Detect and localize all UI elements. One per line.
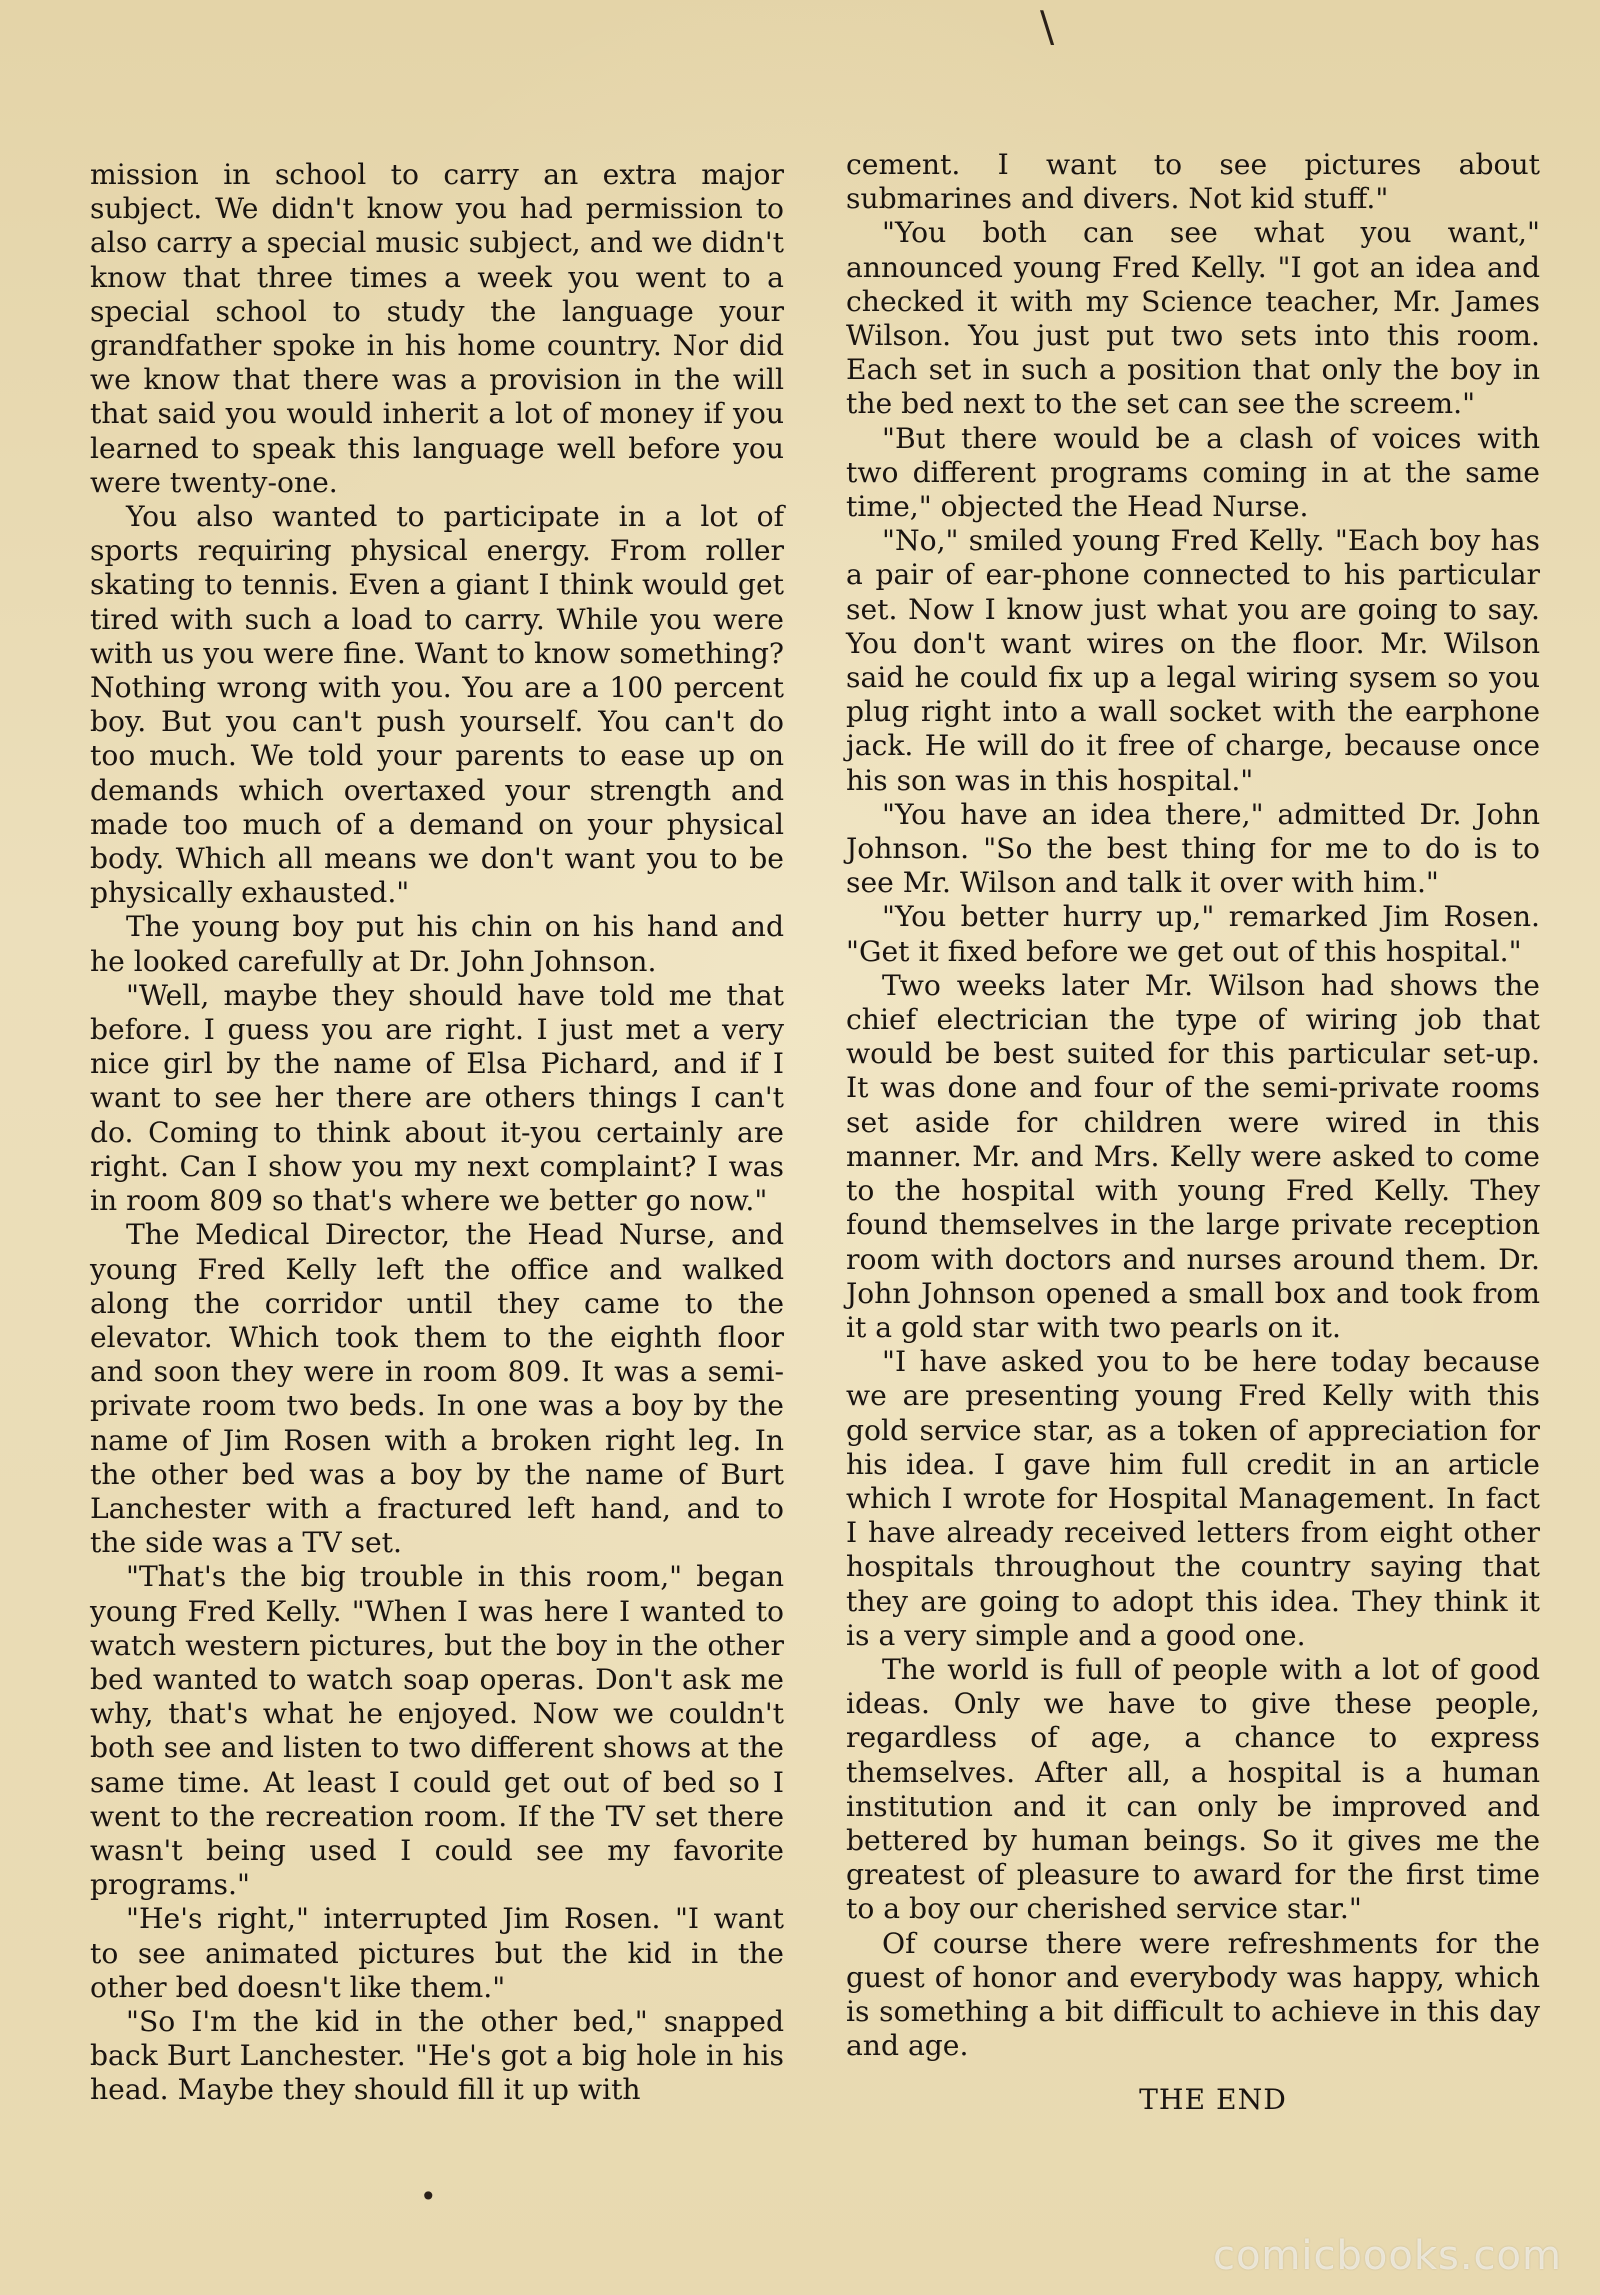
paragraph: The young boy put his chin on his hand and he looked carefully at Dr. John Johnson. bbox=[90, 910, 784, 978]
paragraph: You also wanted to participate in a lot of sports requiring physical energy. From roller skating to tennis. Even a giant I think would get tired with such a load to carry. While you were with us you were fine. Want to know something? Nothing wrong with you. You are a 100 percent boy. But you can't push yourself. You can't do too much. We told your parents to ease up on demands which overtaxed your strength and made too much of a demand on your physical body. Which all means we don't want you to be physically exhausted." bbox=[90, 500, 784, 910]
paragraph: "But there would be a clash of voices with two different programs coming in at the same time," objected the Head Nurse. bbox=[846, 421, 1540, 524]
paragraph: The world is full of people with a lot of good ideas. Only we have to give these people, regardless of age, a chance to express themselves. After all, a hospital is a human institution and it can only be improved and bettered by human beings. So it gives me the greatest of pleasure to award for the first time to a boy our cherished service star." bbox=[846, 1652, 1540, 1926]
left-column bbox=[90, 158, 784, 2108]
paragraph: "You both can see what you want," announced young Fred Kelly. "I got an idea and checked it with my Science teacher, Mr. James Wilson. You just put two sets into this room. Each set in such a position that only the boy in the bed next to the set can see the screem." bbox=[846, 216, 1540, 421]
paragraph: "Well, maybe they should have told me that before. I guess you are right. I just met a very nice girl by the name of Elsa Pichard, and if I want to see her there are others things I can't do. Coming to think about it-you certainly are right. Can I show you my next complaint? I was in room 809 so that's where we better go now." bbox=[90, 978, 784, 1218]
paragraph: Of course there were refreshments for the guest of honor and everybody was happy, which is something a bit difficult to achieve in this day and age. bbox=[846, 1926, 1540, 2063]
paragraph: "So I'm the kid in the other bed," snapped back Burt Lanchester. "He's got a big hole in his head. Maybe they should fill it up with bbox=[90, 2004, 784, 2107]
paragraph: "I have asked you to be here today because we are presenting young Fred Kelly with this gold service star, as a token of appreciation for his idea. I gave him full credit in an article which I wrote for Hospital Management. In fact I have already received letters from eight other hospitals throughout the country saying that they are going to adopt this idea. They think it is a very simple and a good one. bbox=[846, 1345, 1540, 1652]
paragraph: cement. I want to see pictures about submarines and divers. Not kid stuff." bbox=[846, 148, 1540, 216]
right-column bbox=[846, 148, 1540, 2118]
paragraph: Two weeks later Mr. Wilson had shows the chief electrician the type of wiring job that would be best suited for this particular set-up. It was done and four of the semi-private rooms set aside for children were wired in this manner. Mr. and Mrs. Kelly were asked to come to the hospital with young Fred Kelly. They found themselves in the large private reception room with doctors and nurses around them. Dr. John Johnson opened a small box and took from it a gold star with two pearls on it. bbox=[846, 968, 1540, 1344]
paragraph: "You have an idea there," admitted Dr. John Johnson. "So the best thing for me to do is to see Mr. Wilson and talk it over with him." bbox=[846, 797, 1540, 900]
the-end-label: THE END bbox=[1139, 2083, 1287, 2117]
paragraph: The Medical Director, the Head Nurse, and young Fred Kelly left the office and walked along the corridor until they came to the elevator. Which took them to the eighth floor and soon they were in room 809. It was a semi-private room two beds. In one was a boy by the name of Jim Rosen with a broken right leg. In the other bed was a boy by the name of Burt Lanchester with a fractured left hand, and to the side was a TV set. bbox=[90, 1218, 784, 1560]
paragraph: "No," smiled young Fred Kelly. "Each boy has a pair of ear-phone connected to his particular set. Now I know just what you are going to say. You don't want wires on the floor. Mr. Wilson said he could fix up a legal wiring sysem so you plug right into a wall socket with the earphone jack. He will do it free of charge, because once his son was in this hospital." bbox=[846, 524, 1540, 797]
paragraph: mission in school to carry an extra major subject. We didn't know you had permission to also carry a special music subject, and we didn't know that three times a week you went to a special school to study the language your grandfather spoke in his home country. Nor did we know that there was a provision in the will that said you would inherit a lot of money if you learned to speak this language well before you were twenty-one. bbox=[90, 158, 784, 499]
watermark: comicbooks.com bbox=[1212, 2233, 1562, 2279]
corner-mark: \ bbox=[1040, 2, 1055, 51]
paragraph: "You better hurry up," remarked Jim Rosen. "Get it fixed before we get out of this hospital." bbox=[846, 900, 1540, 968]
bottom-dot: • bbox=[420, 2180, 437, 2213]
paragraph: "That's the big trouble in this room," began young Fred Kelly. "When I was here I wanted to watch western pictures, but the boy in the other bed wanted to watch soap operas. Don't ask me why, that's what he enjoyed. Now we couldn't both see and listen to two different shows at the same time. At least I could get out of bed so I went to the recreation room. If the TV set there wasn't being used I could see my favorite programs." bbox=[90, 1560, 784, 1902]
paragraph: "He's right," interrupted Jim Rosen. "I want to see animated pictures but the kid in the other bed doesn't like them." bbox=[90, 1902, 784, 2004]
